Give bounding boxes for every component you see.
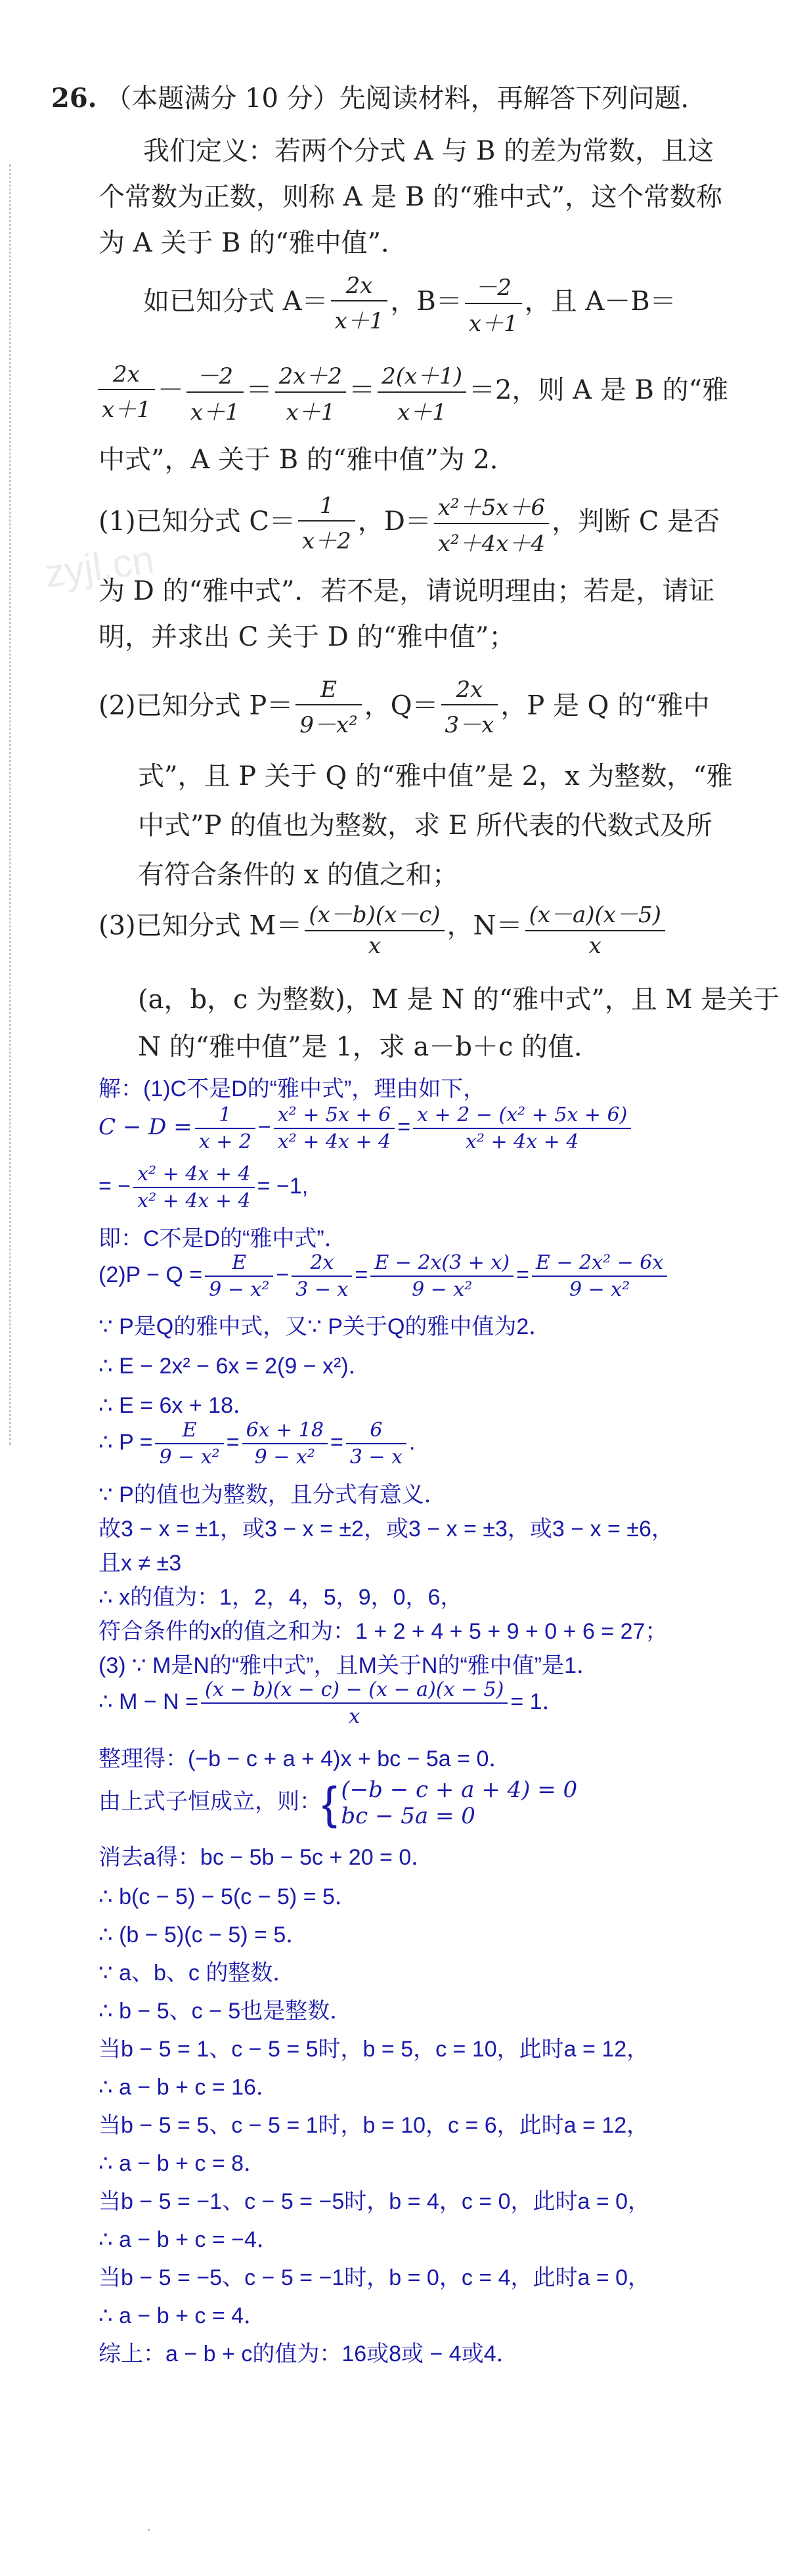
solution-line-15: (3) ∵ M是N的“雅中式”，且M关于N的“雅中值”是1． [98, 1653, 600, 1678]
fraction-P: $\frac{E}{\text{9－x²}}$ [295, 677, 361, 739]
solution-line-21: ∴ (b − 5)(c − 5) = 5． [98, 1922, 309, 1947]
solution-line-13: ∴ x的值为：1，2，4，5，9，0，6， [98, 1585, 463, 1610]
solution-line-27: ∴ a − b + c = 8． [98, 2151, 267, 2176]
example-line-2: $\frac{2x}{x+1}$ － $\frac{-2}{x+1}$ ＝ $\frac{2x+2}{x+1}$ ＝ $\frac{2(x+1)}{x+1}$ ＝2，则 A 是 B 的“雅 [95, 358, 728, 426]
solution-line-12: 且x ≠ ±3 [98, 1551, 182, 1576]
binding-margin-line [9, 164, 11, 1445]
question-2-line-2: 式”，且 P 关于 Q 的“雅中值”是 2，x 为整数，“雅 [138, 761, 733, 791]
solution-line-8: ∴ E = 6x + 18． [98, 1393, 255, 1418]
solution-line-14: 符合条件的x的值之和为：1 + 2 + 4 + 5 + 9 + 0 + 6 = 27； [98, 1619, 668, 1644]
fraction-D: $\frac{\text{x²＋5x＋6}}{\text{x²＋4x＋4}}$ [434, 489, 549, 558]
solution-line-16: ∴ M − N = $\frac{(x - b)(x - c) - (x - a)(x - 5)}{x}$ = 1． [98, 1678, 565, 1728]
question-1-line-3: 明，并求出 C 关于 D 的“雅中值”； [98, 622, 515, 652]
solution-line-4: 即：C不是D的“雅中式”． [98, 1226, 347, 1251]
solution-line-9: ∴ P = $\frac{E}{\text{9 − x²}}$ = $\frac{6x + 18}{\text{9 − x²}}$ = $\frac{6}{3 - x}$ . [98, 1419, 416, 1469]
solution-line-6: ∵ P是Q的雅中式，又∵ P关于Q的雅中值为2． [98, 1314, 552, 1339]
solution-line-7: ∴ E − 2x² − 6x = 2(9 − x²)． [98, 1354, 371, 1379]
problem-header: （本题满分 10 分）先阅读材料，再解答下列问题． [105, 83, 707, 114]
solution-line-29: ∴ a − b + c = −4． [98, 2227, 279, 2252]
definition-line-1: 我们定义：若两个分式 A 与 B 的差为常数，且这 [143, 136, 714, 166]
solution-line-11: 故3 − x = ±1，或3 − x = ±2，或3 − x = ±3，或3 − x = ±6， [98, 1517, 674, 1542]
definition-line-2: 个常数为正数，则称 A 是 B 的“雅中式”，这个常数称 [98, 182, 723, 212]
watermark: zyjl.cn [42, 537, 157, 596]
question-3-line-3: N 的“雅中值”是 1，求 a－b＋c 的值． [138, 1032, 601, 1062]
question-3-line-2: (a，b，c 为整数)，M 是 N 的“雅中式”，且 M 是关于 [138, 985, 780, 1015]
solution-line-17: 整理得：(−b − c + a + 4)x + bc − 5a = 0． [98, 1746, 512, 1771]
solution-line-25: ∴ a − b + c = 16． [98, 2075, 278, 2100]
footer-dot [148, 2529, 150, 2531]
fraction-N: $\frac{(x-a)(x-5)}{x}$ [525, 897, 665, 959]
solution-line-10: ∵ P的值也为整数，且分式有意义． [98, 1482, 447, 1507]
solution-line-28: 当b − 5 = −1、c − 5 = −5时，b = 4，c = 0，此时a = 0， [98, 2189, 651, 2214]
fraction-C: $\frac{1}{x+2}$ [298, 493, 355, 555]
system-brace: { [322, 1777, 338, 1829]
example-line-1: 如已知分式 A＝ $\frac{2x}{x+1}$ ，B＝ $\frac{-2}{x+1}$ ，且 A－B＝ [143, 269, 676, 338]
question-1-line-1: (1)已知分式 C＝ $\frac{1}{x+2}$ ，D＝ $\frac{\text{x²＋5x＋6}}{\text{x²＋4x＋4}}$ ，判断 C 是否 [98, 489, 720, 558]
question-2-line-3: 中式”P 的值也为整数，求 E 所代表的代数式及所 [138, 811, 712, 841]
question-2-line-1: (2)已知分式 P＝ $\frac{E}{\text{9－x²}}$ ，Q＝ $\frac{2x}{3-x}$ ，P 是 Q 的“雅中 [98, 677, 710, 738]
solution-line-31: ∴ a − b + c = 4． [98, 2303, 267, 2328]
example-line-3: 中式”，A 关于 B 的“雅中值”为 2． [98, 445, 516, 475]
solution-line-22: ∵ a、b、c 的整数． [98, 1961, 295, 1986]
solution-line-2: C − D = $\frac{1}{x + 2}$ − $\frac{\text{x² + 5x + 6}}{\text{x² + 4x + 4}}$ = $\frac{\text{x + 2 − (x² + 5x + 6)}}{\text{x² + 4x + 4}}$ [98, 1103, 634, 1153]
fraction-B: $\frac{-2}{x+1}$ [465, 269, 522, 338]
fraction-Q: $\frac{2x}{3-x}$ [441, 677, 498, 739]
solution-line-3: = − $\frac{\text{x² + 4x + 4}}{\text{x² + 4x + 4}}$ = −1, [98, 1163, 309, 1212]
question-2-line-4: 有符合条件的 x 的值之和； [138, 860, 458, 890]
solution-line-23: ∴ b − 5、c − 5也是整数． [98, 1999, 353, 2024]
equation-system: (−b − c + a + 4) = 0 bc − 5a = 0 [341, 1777, 578, 1829]
solution-line-24: 当b − 5 = 1、c − 5 = 5时，b = 5，c = 10，此时a = 12， [98, 2037, 649, 2062]
solution-line-1: 解：(1)C不是D的“雅中式”，理由如下， [98, 1077, 486, 1101]
solution-line-18: 由上式子恒成立，则：{ (−b − c + a + 4) = 0 bc − 5a = 0 [98, 1777, 578, 1829]
question-3-line-1: (3)已知分式 M＝ $\frac{(x-b)(x-c)}{x}$ ，N＝ $\frac{(x-a)(x-5)}{x}$ [98, 897, 668, 959]
fraction-A: $\frac{2x}{x+1}$ [331, 273, 388, 335]
solution-line-30: 当b − 5 = −5、c − 5 = −1时，b = 0，c = 4，此时a = 0， [98, 2265, 651, 2290]
problem-number: 26. [51, 83, 97, 114]
definition-line-3: 为 A 关于 B 的“雅中值”． [98, 228, 408, 258]
solution-line-19: 消去a得：bc − 5b − 5c + 20 = 0． [98, 1845, 434, 1870]
solution-line-20: ∴ b(c − 5) − 5(c − 5) = 5． [98, 1884, 357, 1909]
solution-line-26: 当b − 5 = 5、c − 5 = 1时，b = 10，c = 6，此时a = 12， [98, 2113, 649, 2138]
question-1-line-2: 为 D 的“雅中式”．若不是，请说明理由；若是，请证 [98, 576, 715, 606]
solution-line-32: 综上：a − b + c的值为：16或8或 − 4或4． [98, 2342, 519, 2366]
fraction-M: $\frac{(x-b)(x-c)}{x}$ [305, 897, 444, 959]
solution-line-5: (2)P − Q = $\frac{E}{\text{9 − x²}}$ − $\frac{2x}{3 - x}$ = $\frac{E - 2x(3 + x)}{\text{9 − x²}}$ = $\frac{\text{E − 2x² − 6x}}{\text{9 − x²}}$ [98, 1251, 670, 1301]
